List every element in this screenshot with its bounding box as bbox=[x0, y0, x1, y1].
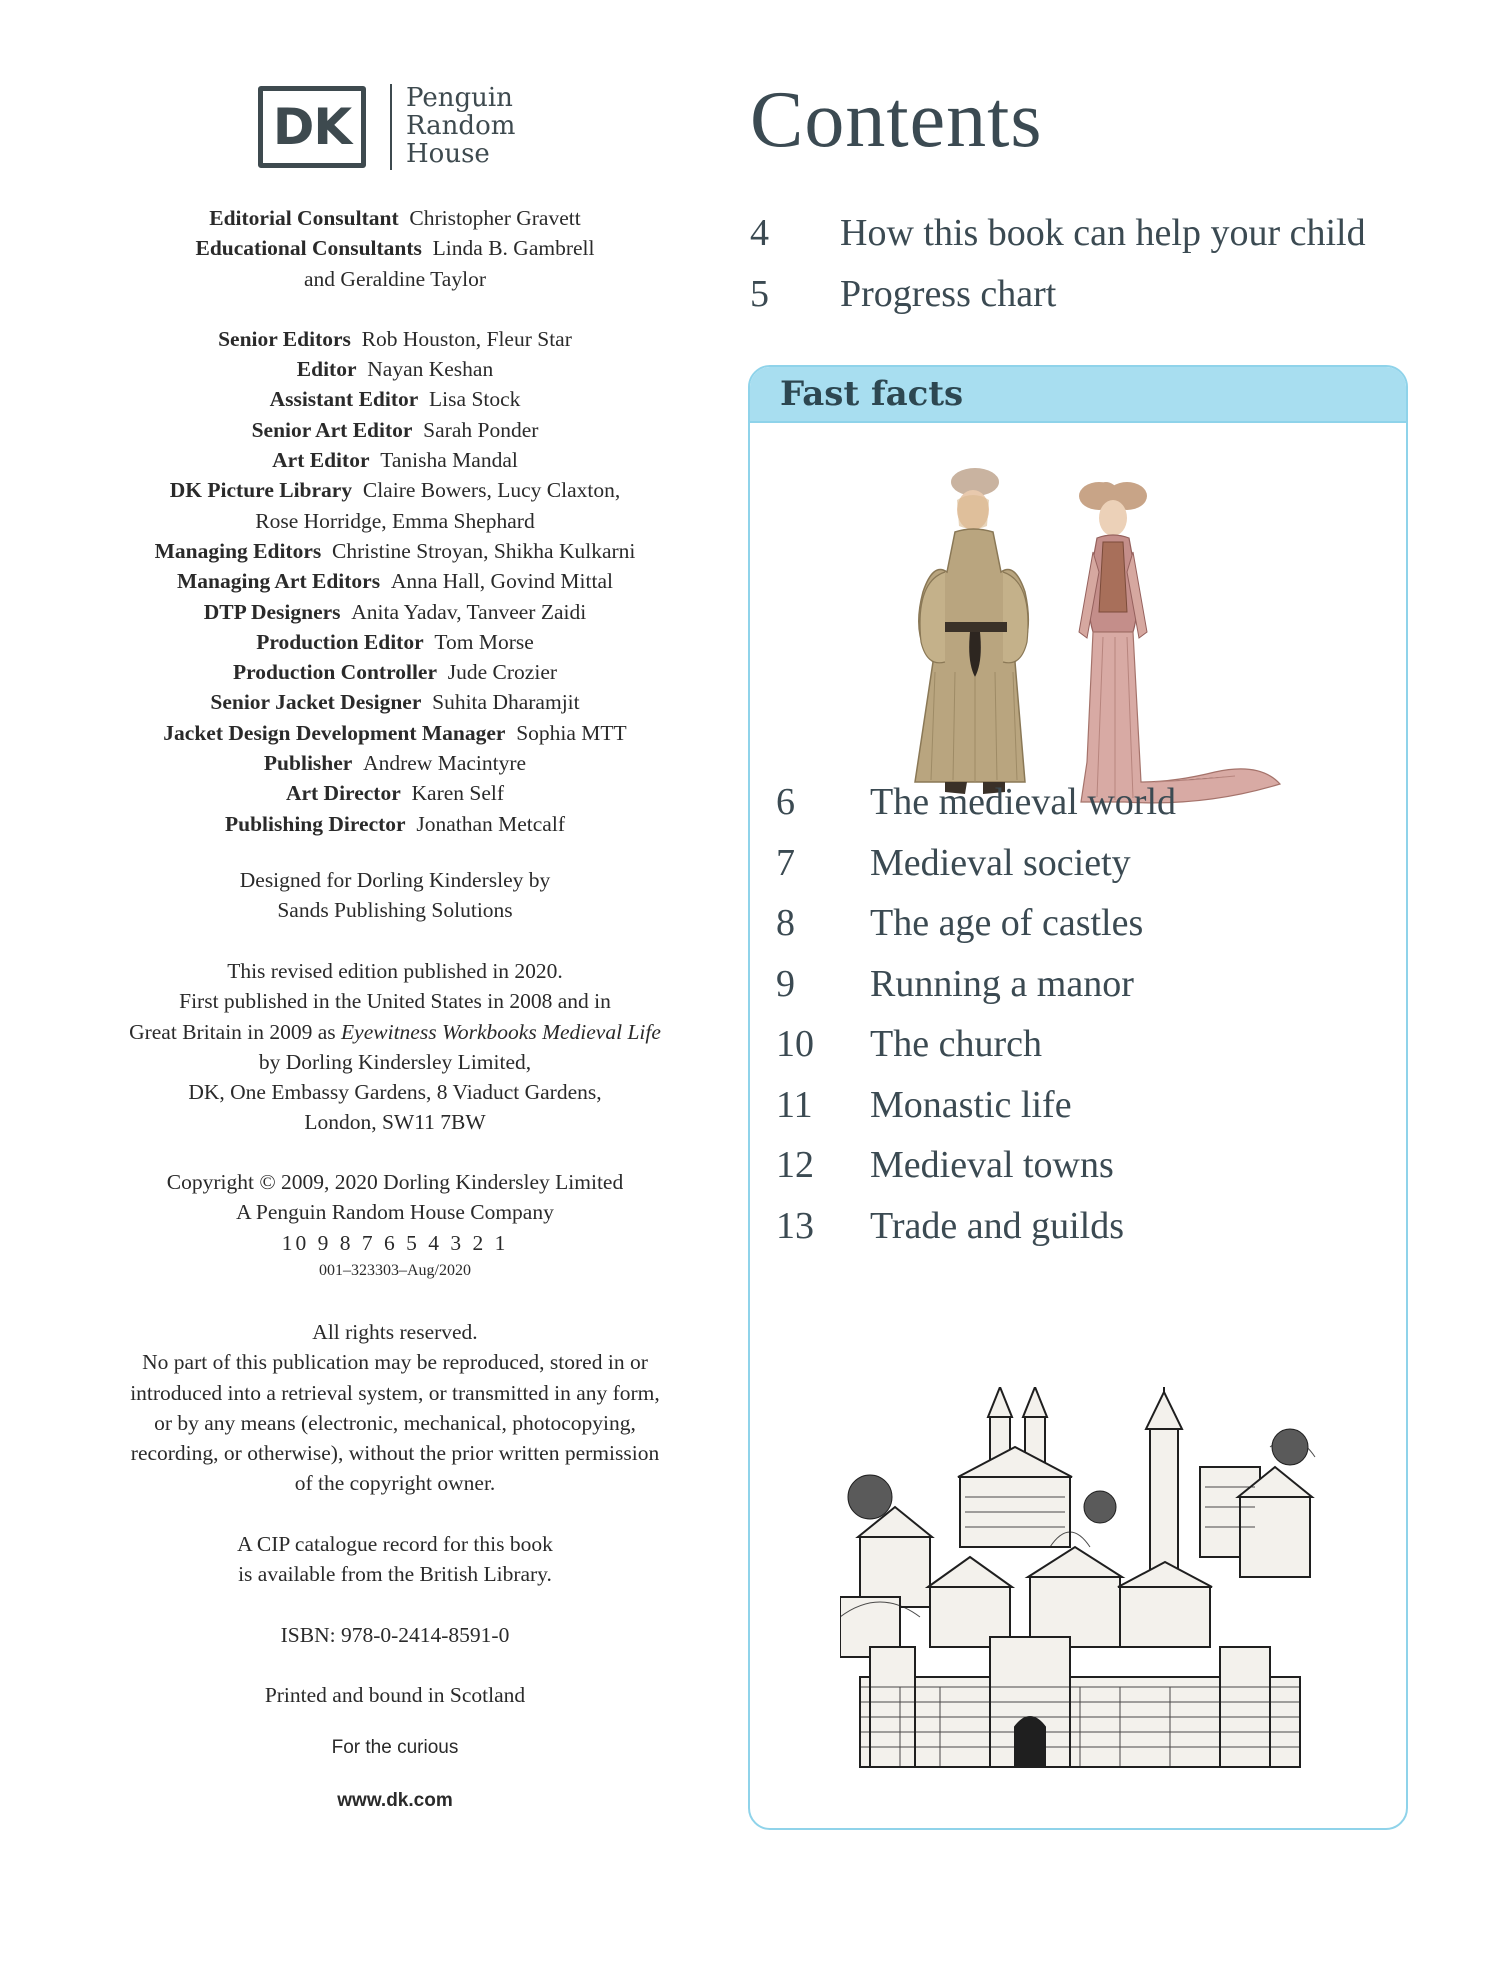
credit-role: Production Editor bbox=[256, 629, 424, 654]
credit-name: and Geraldine Taylor bbox=[304, 266, 486, 291]
edition-line bbox=[80, 1017, 710, 1047]
copyright-info bbox=[80, 1167, 710, 1284]
dk-logo-text: DK bbox=[272, 98, 352, 156]
logo-divider bbox=[390, 84, 392, 170]
tagline-text: For the curious bbox=[331, 1737, 459, 1758]
edition-line: This revised edition published in 2020. bbox=[227, 959, 563, 983]
rights-line: or by any means (electronic, mechanical, photocopying, bbox=[154, 1410, 636, 1435]
edition-info bbox=[80, 956, 710, 1138]
credit-name: Anita Yadav, Tanveer Zaidi bbox=[351, 599, 587, 624]
credit-line bbox=[80, 718, 710, 748]
credit-role: Senior Editors bbox=[218, 326, 351, 351]
credit-name: Rob Houston, Fleur Star bbox=[361, 326, 572, 351]
rights-line: recording, or otherwise), without the prior written permission bbox=[130, 1441, 660, 1466]
credit-name: Suhita Dharamjit bbox=[432, 690, 580, 715]
toc-label: Progress chart bbox=[840, 273, 1057, 315]
fast-facts-header bbox=[750, 367, 1406, 423]
rights-line: No part of this publication may be reproduced, stored in or bbox=[142, 1350, 648, 1375]
website bbox=[80, 1786, 710, 1816]
rights-line: of the copyright owner. bbox=[294, 1471, 496, 1496]
credit-line bbox=[80, 566, 710, 596]
credit-line bbox=[80, 687, 710, 717]
man-figure bbox=[915, 468, 1028, 794]
credit-line bbox=[80, 506, 710, 536]
credit-role: Art Director bbox=[285, 781, 401, 806]
toc-page-number: 6 bbox=[776, 781, 795, 823]
cip-line: A CIP catalogue record for this book bbox=[237, 1532, 553, 1556]
toc-page-number: 7 bbox=[776, 842, 795, 884]
credit-role: Art Editor bbox=[272, 448, 370, 473]
toc-entry[interactable] bbox=[750, 1019, 1390, 1069]
print-run: 10 9 8 7 6 5 4 3 2 1 bbox=[281, 1230, 509, 1255]
toc-label: The church bbox=[870, 1023, 1042, 1065]
website-link[interactable]: www.dk.com bbox=[337, 1790, 453, 1811]
credit-line bbox=[80, 657, 710, 687]
toc-label: The medieval world bbox=[870, 781, 1177, 823]
credit-name: Christine Stroyan, Shikha Kulkarni bbox=[332, 538, 636, 563]
toc-label: How this book can help your child bbox=[840, 212, 1366, 254]
toc-entry[interactable] bbox=[750, 269, 1430, 319]
credit-line bbox=[80, 354, 710, 384]
credit-line bbox=[80, 809, 710, 839]
printed-text: Printed and bound in Scotland bbox=[264, 1683, 526, 1707]
credit-name: Anna Hall, Govind Mittal bbox=[390, 569, 613, 594]
credit-name: Rose Horridge, Emma Shephard bbox=[255, 508, 535, 533]
wordmark-line: House bbox=[406, 139, 490, 169]
rights-notice bbox=[80, 1317, 710, 1499]
credit-line bbox=[80, 203, 710, 233]
cip-line: is available from the British Library. bbox=[238, 1562, 552, 1587]
credit-line bbox=[80, 778, 710, 808]
credit-line bbox=[80, 445, 710, 475]
edition-line: by Dorling Kindersley Limited, bbox=[258, 1049, 532, 1074]
medieval-town-woodcut bbox=[840, 1387, 1320, 1787]
toc-entry[interactable] bbox=[750, 898, 1390, 948]
credit-role: Publishing Director bbox=[225, 811, 406, 836]
woman-figure bbox=[1079, 482, 1280, 803]
credit-line bbox=[80, 475, 710, 505]
credit-line bbox=[80, 627, 710, 657]
toc-page-number: 11 bbox=[776, 1084, 813, 1126]
wordmark-line: Random bbox=[406, 111, 516, 141]
credit-line bbox=[80, 264, 710, 294]
copyright-line: Copyright © 2009, 2020 Dorling Kindersley Limited bbox=[166, 1170, 624, 1194]
toc-page-number: 9 bbox=[776, 963, 795, 1005]
fast-facts-title: Fast facts bbox=[780, 374, 964, 414]
toc-page-number: 13 bbox=[776, 1205, 814, 1247]
credit-name: Linda B. Gambrell bbox=[432, 236, 595, 261]
credit-name: Nayan Keshan bbox=[367, 357, 494, 382]
rights-line: All rights reserved. bbox=[312, 1320, 478, 1344]
designed-for-line: Sands Publishing Solutions bbox=[277, 898, 513, 923]
credit-role: Assistant Editor bbox=[269, 387, 419, 412]
toc-entry[interactable] bbox=[750, 959, 1390, 1009]
toc-page-number: 12 bbox=[776, 1144, 814, 1186]
tagline bbox=[80, 1733, 710, 1763]
toc-label: Trade and guilds bbox=[870, 1205, 1125, 1247]
edition-line: London, SW11 7BW bbox=[304, 1110, 486, 1135]
penguin-random-house-wordmark bbox=[406, 84, 515, 168]
toc-entry[interactable] bbox=[750, 838, 1390, 888]
credit-line bbox=[80, 324, 710, 354]
credit-line bbox=[80, 415, 710, 445]
credits-list bbox=[80, 203, 710, 839]
medieval-couple-illustration bbox=[875, 462, 1295, 807]
credit-role: Editorial Consultant bbox=[209, 206, 399, 230]
toc-entry[interactable] bbox=[750, 1201, 1390, 1251]
credit-role: Production Controller bbox=[232, 660, 438, 685]
credit-name: Andrew Macintyre bbox=[363, 751, 527, 776]
contents-title: Contents bbox=[750, 76, 1043, 164]
toc-entry[interactable] bbox=[750, 208, 1430, 258]
credit-name: Christopher Gravett bbox=[409, 206, 581, 230]
toc-label: Medieval towns bbox=[870, 1144, 1114, 1186]
credit-name: Tanisha Mandal bbox=[380, 448, 518, 473]
credit-role: Managing Art Editors bbox=[177, 569, 381, 594]
book-title: Eyewitness Workbooks Medieval Life bbox=[341, 1019, 661, 1044]
cip-notice bbox=[80, 1529, 710, 1590]
toc-label: Medieval society bbox=[870, 842, 1131, 884]
toc-page-number: 4 bbox=[750, 212, 769, 254]
credit-line bbox=[80, 597, 710, 627]
isbn-text: ISBN: 978-0-2414-8591-0 bbox=[280, 1623, 510, 1647]
designed-for bbox=[80, 865, 710, 926]
publisher-logo bbox=[258, 84, 538, 174]
toc-label: Monastic life bbox=[870, 1084, 1072, 1126]
toc-label: Running a manor bbox=[870, 963, 1134, 1005]
edition-line: DK, One Embassy Gardens, 8 Viaduct Gardens, bbox=[188, 1080, 602, 1105]
credit-name: Sarah Ponder bbox=[423, 417, 539, 442]
wordmark-line: Penguin bbox=[406, 83, 513, 113]
dk-logo-box bbox=[258, 86, 366, 168]
credits-gap bbox=[80, 294, 710, 324]
credit-role: Educational Consultants bbox=[195, 236, 422, 261]
credit-line bbox=[80, 748, 710, 778]
toc-page-number: 10 bbox=[776, 1023, 814, 1065]
credit-line bbox=[80, 384, 710, 414]
fast-facts-panel bbox=[748, 365, 1408, 1830]
credit-role: DTP Designers bbox=[203, 599, 341, 624]
toc-entry[interactable] bbox=[750, 1140, 1390, 1190]
edition-line: First published in the United States in 2008 and in bbox=[179, 989, 611, 1014]
printed-notice bbox=[80, 1680, 710, 1710]
credit-name: Jonathan Metcalf bbox=[416, 811, 565, 836]
credit-role: Senior Art Editor bbox=[251, 417, 413, 442]
copyright-line: A Penguin Random House Company bbox=[236, 1200, 554, 1225]
isbn bbox=[80, 1620, 710, 1650]
print-code: 001–323303–Aug/2020 bbox=[319, 1261, 471, 1279]
credit-role: Editor bbox=[296, 357, 357, 382]
credit-line bbox=[80, 233, 710, 263]
credit-role: Managing Editors bbox=[154, 538, 322, 563]
rights-line: introduced into a retrieval system, or transmitted in any form, bbox=[130, 1380, 660, 1405]
toc-page-number: 8 bbox=[776, 902, 795, 944]
credit-name: Jude Crozier bbox=[447, 660, 558, 685]
credit-role: Senior Jacket Designer bbox=[210, 690, 422, 715]
credit-role: Jacket Design Development Manager bbox=[163, 720, 506, 745]
designed-for-line: Designed for Dorling Kindersley by bbox=[239, 868, 551, 892]
toc-entry[interactable] bbox=[750, 1080, 1390, 1130]
credit-name: Karen Self bbox=[411, 781, 505, 806]
credit-role: DK Picture Library bbox=[169, 478, 353, 503]
credit-line bbox=[80, 536, 710, 566]
credit-name: Lisa Stock bbox=[429, 387, 521, 412]
toc-entry[interactable] bbox=[750, 777, 1390, 827]
credit-role: Publisher bbox=[263, 751, 353, 776]
toc-label: The age of castles bbox=[870, 902, 1144, 944]
credit-name: Sophia MTT bbox=[516, 720, 627, 745]
toc-page-number: 5 bbox=[750, 273, 769, 315]
credit-name: Claire Bowers, Lucy Claxton, bbox=[362, 478, 621, 503]
edition-text: Great Britain in 2009 as bbox=[129, 1019, 342, 1044]
credit-name: Tom Morse bbox=[434, 629, 534, 654]
